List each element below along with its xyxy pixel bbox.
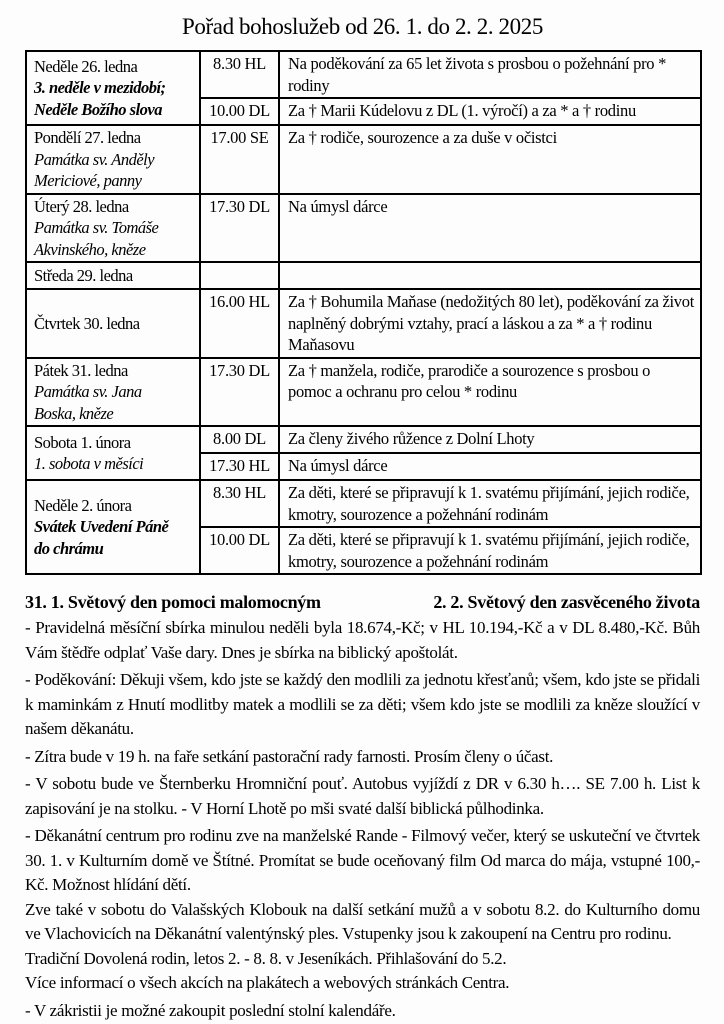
notice-group [25, 999, 700, 1024]
schedule-row [26, 358, 701, 427]
observance-headings [25, 592, 700, 613]
observance-right: 2. 2. Světový den zasvěceného života [433, 592, 700, 612]
schedule-row [26, 262, 701, 289]
day-line: Mericiové, panny [34, 171, 142, 190]
time-cell [200, 262, 279, 289]
day-cell [26, 289, 200, 358]
day-line: Památka sv. Tomáše [34, 218, 159, 237]
day-line: Sobota 1. února [34, 432, 131, 452]
time-cell: 10.00 DL [200, 527, 279, 574]
time-cell: 17.30 HL [200, 453, 279, 480]
notice-group [25, 772, 700, 821]
notice-paragraph: - Pravidelná měsíční sbírka minulou neděli byla 18.674,-Kč; v HL 10.194,-Kč a v DL 8.480,-Kč. Bůh Vám štědře odplať Vaše dary. Dnes je sbírka na biblický apoštolát. [25, 618, 700, 662]
day-line: Úterý 28. ledna [34, 196, 129, 216]
day-line: Svátek Uvedení Páně [34, 517, 169, 537]
time-cell: 8.30 HL [200, 480, 279, 527]
intention-cell: Na úmysl dárce [279, 194, 701, 263]
schedule-table [25, 50, 702, 575]
notice-paragraph: - Děkanátní centrum pro rodinu zve na manželské Rande - Filmový večer, který se uskuteční ve čtvrtek 30. 1. v Kulturním domě ve Štítné. Promítat se bude oceňovaný film Od marca do mája, vstupné 100,- Kč. Možnost hlídání dětí. [25, 826, 700, 894]
day-line: 1. sobota v měsíci [34, 454, 144, 473]
notice-paragraph: Tradiční Dovolená rodin, letos 2. - 8. 8. v Jeseníkách. Přihlašování do 5.2. [25, 948, 507, 968]
intention-cell: Za † rodiče, sourozence a za duše v očistci [279, 125, 701, 194]
time-cell: 17.00 SE [200, 125, 279, 194]
page-title: Pořad bohoslužeb od 26. 1. do 2. 2. 2025 [182, 14, 543, 39]
schedule-table-body [26, 51, 701, 574]
notice-paragraph: - Poděkování: Děkuji všem, kdo jste se každý den modlili za jednotu křesťanů; všem, kdo jste se přidali k maminkám z Hnutí modlitby matek a modlili se za děti; všem kdo jste se modlili za kněze sloužící v našem děkanátu. [25, 670, 700, 738]
intention-cell: Za † Bohumila Maňase (nedožitých 80 let), poděkování za život naplněný dobrými vztahy, prací a láskou a za * a † rodinu Maňasovu [279, 289, 701, 358]
time-cell: 10.00 DL [200, 98, 279, 125]
day-line: Neděle 2. února [34, 495, 132, 515]
day-line: Boska, kněze [34, 403, 114, 423]
schedule-row [26, 125, 701, 194]
notice-paragraph: Více informací o všech akcích na plakátech a webových stránkách Centra. [25, 973, 510, 992]
observance-left: 31. 1. Světový den pomoci malomocným [25, 592, 321, 612]
day-line: Neděle Božího slova [34, 99, 162, 119]
day-cell [26, 125, 200, 194]
schedule-row [26, 480, 701, 527]
notice-group [25, 824, 700, 996]
notice-paragraph: - Zítra bude v 19 h. na faře setkání pastorační rady farnosti. Prosím členy o účast. [25, 746, 554, 766]
intention-cell: Na poděkování za 65 let života s prosbou o požehnání pro * rodiny [279, 51, 701, 98]
notice-group [25, 616, 700, 665]
day-line: Středa 29. ledna [34, 265, 133, 285]
notice-group [25, 668, 700, 742]
day-line: Památka sv. Jana [34, 382, 142, 401]
notice-paragraph: Zve také v sobotu do Valašských Klobouk na další setkání mužů a v sobotu 8.2. do Kulturního domu ve Vlachovicích na Děkanátní valentýnský ples. Vstupenky jsou k zakoupení na Centru pro rodinu. [25, 899, 700, 943]
time-cell: 8.00 DL [200, 426, 279, 453]
schedule-row [26, 289, 701, 358]
time-cell: 17.30 DL [200, 358, 279, 427]
day-line: 3. neděle v mezidobí; [34, 78, 166, 98]
day-line: Pátek 31. ledna [34, 360, 128, 380]
day-line: Pondělí 27. ledna [34, 128, 141, 147]
schedule-row [26, 426, 701, 453]
time-cell: 8.30 HL [200, 51, 279, 98]
intention-cell: Za členy živého růžence z Dolní Lhoty [279, 426, 701, 453]
time-cell: 16.00 HL [200, 289, 279, 358]
day-line: Akvinského, kněze [34, 239, 146, 259]
schedule-row [26, 51, 701, 98]
day-cell [26, 426, 200, 480]
intention-cell: Na úmysl dárce [279, 453, 701, 480]
day-line: Čtvrtek 30. ledna [34, 313, 140, 333]
intention-cell: Za děti, které se připravují k 1. svatému přijímání, jejich rodiče, kmotry, sourozence a požehnání rodinám [279, 527, 701, 574]
notice-paragraph: - V zákristii je možné zakoupit poslední stolní kalendáře. [25, 1000, 396, 1020]
day-cell [26, 480, 200, 574]
notices-section [25, 616, 700, 1023]
day-cell [26, 358, 200, 427]
notice-group [25, 745, 700, 770]
day-cell [26, 194, 200, 263]
notice-paragraph: - V sobotu bude ve Šternberku Hromniční pouť. Autobus vyjíždí z DR v 6.30 h…. SE 7.00 h. List k zapisování je na stolku. - V Horní Lhotě po mši svaté další biblická půlhodinka. [25, 774, 700, 818]
day-line: Neděle 26. ledna [34, 56, 138, 76]
intention-cell: Za † Marii Kúdelovu z DL (1. výročí) a za * a † rodinu [279, 98, 701, 125]
time-cell: 17.30 DL [200, 194, 279, 263]
schedule-row [26, 194, 701, 263]
day-line: do chrámu [34, 538, 104, 558]
day-cell [26, 51, 200, 125]
day-cell [26, 262, 200, 289]
intention-cell [279, 262, 701, 289]
intention-cell: Za † manžela, rodiče, prarodiče a sourozence s prosbou o pomoc a ochranu pro celou * rodinu [279, 358, 701, 427]
day-line: Památka sv. Anděly [34, 149, 155, 169]
intention-cell: Za děti, které se připravují k 1. svatému přijímání, jejich rodiče, kmotry, sourozence a požehnání rodinám [279, 480, 701, 527]
